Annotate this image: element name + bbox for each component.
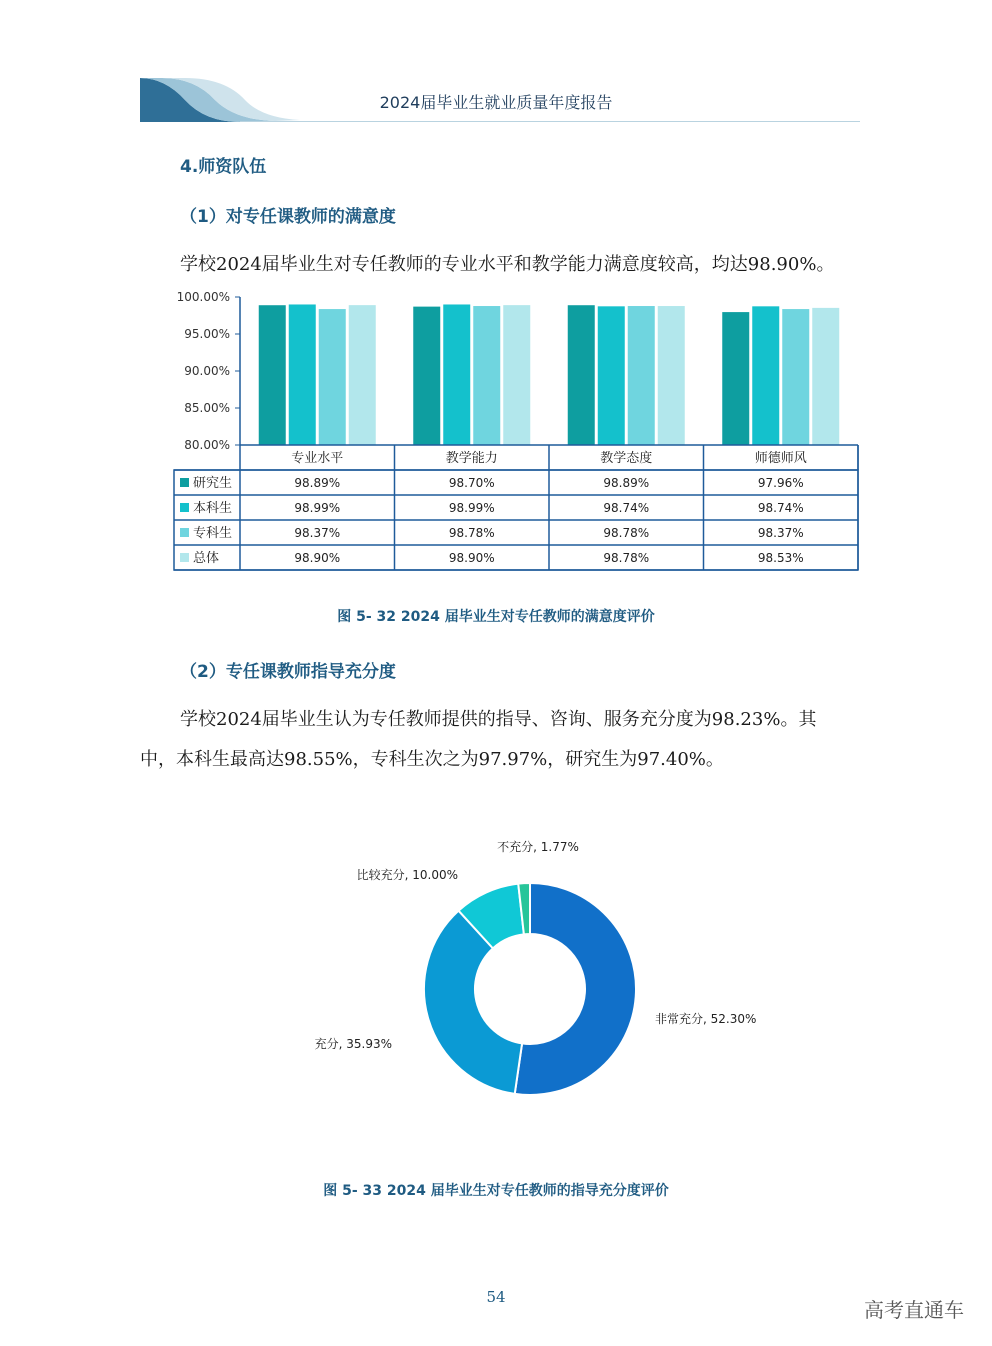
category-label: 教学能力 xyxy=(445,451,498,466)
donut-chart-guidance xyxy=(280,820,800,1120)
legend-swatch xyxy=(180,553,189,562)
bar-3-1 xyxy=(752,306,779,445)
legend-label: 总体 xyxy=(193,551,220,566)
y-tick-label: 85.00% xyxy=(184,401,230,415)
watermark: 高考直通车 xyxy=(864,1298,964,1322)
bar-0-3 xyxy=(349,305,376,445)
donut-label-3: 不充分, 1.77% xyxy=(497,840,579,854)
table-cell: 98.89% xyxy=(603,476,650,490)
legend-label: 研究生 xyxy=(193,476,233,491)
y-tick-label: 100.00% xyxy=(176,290,230,304)
legend-label: 专科生 xyxy=(193,526,233,541)
table-cell: 98.78% xyxy=(603,551,650,565)
table-cell: 98.70% xyxy=(448,476,495,490)
legend-swatch xyxy=(180,478,189,487)
bar-2-2 xyxy=(628,306,655,445)
y-axis xyxy=(177,290,240,452)
table-cell: 98.90% xyxy=(294,551,341,565)
bars xyxy=(259,304,840,445)
table-cell: 98.37% xyxy=(294,526,341,540)
bar-1-3 xyxy=(503,305,530,445)
table-cell: 98.90% xyxy=(448,551,495,565)
bar-3-0 xyxy=(722,312,749,445)
table-cell: 98.74% xyxy=(757,501,804,515)
bar-0-2 xyxy=(319,309,346,445)
table-cell: 98.78% xyxy=(448,526,495,540)
donut-label-2: 比较充分, 10.00% xyxy=(356,868,458,882)
donut-label-0: 非常充分, 52.30% xyxy=(655,1012,757,1026)
y-tick-label: 95.00% xyxy=(184,327,230,341)
table-cell: 98.99% xyxy=(294,501,341,515)
y-tick-label: 90.00% xyxy=(184,364,230,378)
bar-1-1 xyxy=(443,304,470,445)
bar-3-3 xyxy=(812,308,839,445)
donut-slice-0 xyxy=(515,883,636,1095)
table-cell: 98.37% xyxy=(757,526,804,540)
category-label: 专业水平 xyxy=(291,451,344,466)
category-label: 教学态度 xyxy=(600,451,653,466)
donut-slices xyxy=(424,883,636,1095)
donut-label-1: 充分, 35.93% xyxy=(314,1037,392,1051)
y-tick-label: 80.00% xyxy=(184,438,230,452)
bar-chart-satisfaction xyxy=(160,285,870,575)
header-title: 2024届毕业生就业质量年度报告 xyxy=(379,93,613,112)
figure-caption-1: 图 5- 32 2024 届毕业生对专任教师的满意度评价 xyxy=(337,609,655,625)
bar-2-1 xyxy=(598,306,625,445)
table-cell: 97.96% xyxy=(757,476,804,490)
table-cell: 98.74% xyxy=(603,501,650,515)
category-label: 师德师风 xyxy=(754,451,807,466)
bar-3-2 xyxy=(782,309,809,445)
table-cell: 98.99% xyxy=(448,501,495,515)
subsection-title-2: （2）专任课教师指导充分度 xyxy=(180,662,396,682)
figure-caption-2: 图 5- 33 2024 届毕业生对专任教师的指导充分度评价 xyxy=(323,1183,669,1199)
table-cell: 98.78% xyxy=(603,526,650,540)
table-cell: 98.53% xyxy=(757,551,804,565)
donut-labels xyxy=(315,839,757,1051)
page-number: 54 xyxy=(486,1288,506,1306)
bar-1-2 xyxy=(473,306,500,445)
bar-0-0 xyxy=(259,305,286,445)
legend-swatch xyxy=(180,503,189,512)
section-title: 4.师资队伍 xyxy=(180,157,267,177)
legend-label: 本科生 xyxy=(193,501,233,516)
bar-1-0 xyxy=(413,307,440,445)
table-cell: 98.89% xyxy=(294,476,341,490)
paragraph-1: 学校2024届毕业生对专任教师的专业水平和教学能力满意度较高，均达98.90%。 xyxy=(180,254,835,275)
bar-0-1 xyxy=(289,304,316,445)
paragraph-2-line-1: 学校2024届毕业生认为专任教师提供的指导、咨询、服务充分度为98.23%。其 xyxy=(180,709,817,730)
bar-2-0 xyxy=(568,305,595,445)
data-table xyxy=(174,445,858,570)
paragraph-2-line-2: 中，本科生最高达98.55%，专科生次之为97.97%，研究生为97.40%。 xyxy=(140,749,724,770)
subsection-title-1: （1）对专任课教师的满意度 xyxy=(180,207,396,227)
bar-2-3 xyxy=(658,306,685,445)
legend-swatch xyxy=(180,528,189,537)
